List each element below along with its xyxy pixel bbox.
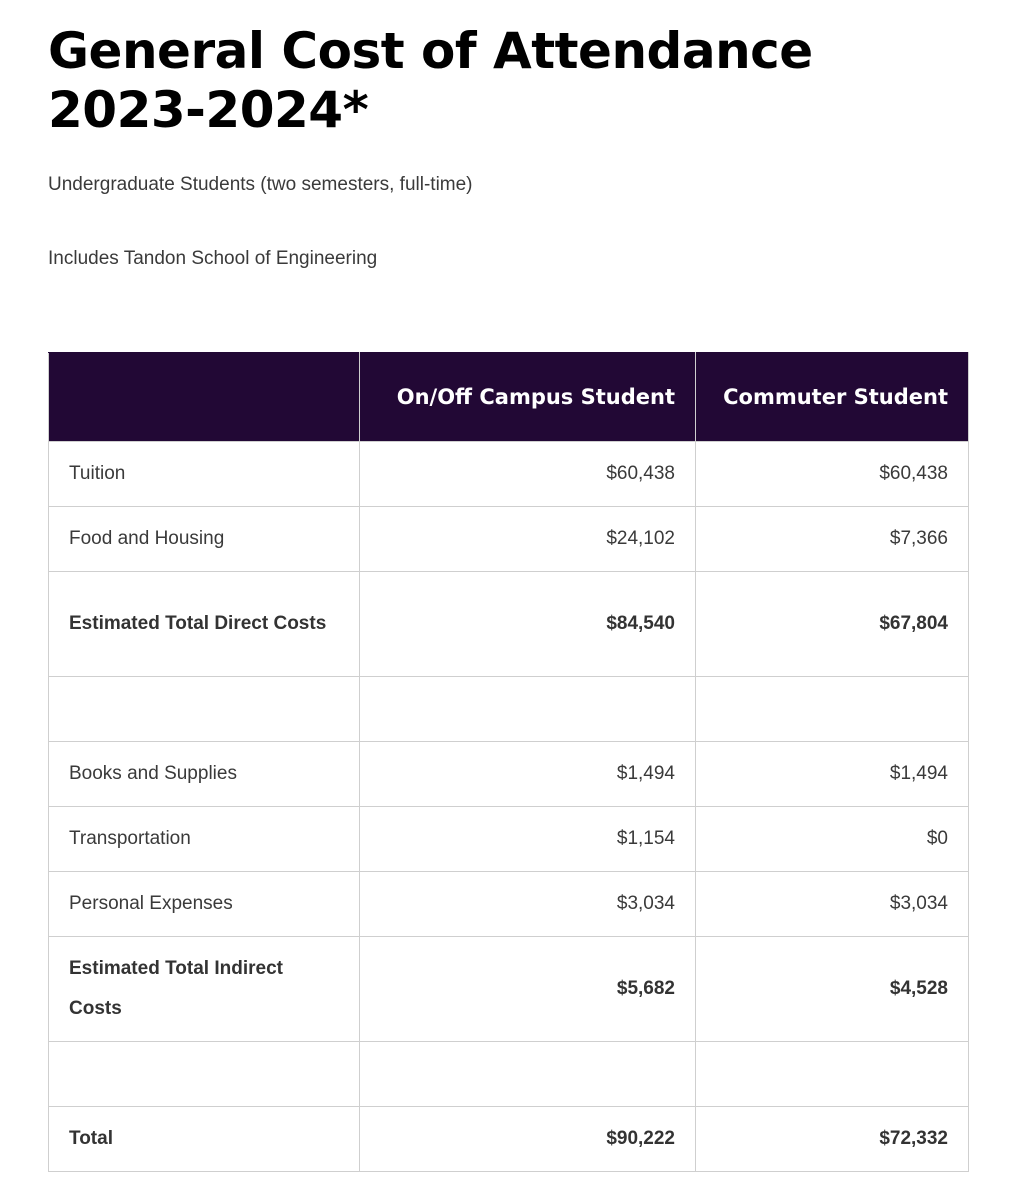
row-label: Books and Supplies	[49, 742, 360, 807]
spacer-row	[49, 677, 969, 742]
table-header	[49, 353, 969, 442]
page-subtitle: Undergraduate Students (two semesters, full-time)	[48, 174, 473, 195]
header-commuter-student: Commuter Student	[696, 353, 969, 442]
row-tuition	[49, 442, 969, 507]
row-label: Transportation	[49, 807, 360, 872]
row-label: Total	[49, 1107, 360, 1172]
row-total-direct-costs	[49, 572, 969, 677]
row-label: Estimated Total Indirect Costs	[49, 937, 360, 1042]
table-body	[49, 442, 969, 1172]
campus-value: $3,034	[360, 872, 696, 937]
row-personal-expenses	[49, 872, 969, 937]
commuter-value: $7,366	[696, 507, 969, 572]
commuter-value: $67,804	[696, 572, 969, 677]
row-label: Estimated Total Direct Costs	[49, 572, 360, 677]
row-label: Food and Housing	[49, 507, 360, 572]
cost-of-attendance-section	[48, 0, 968, 1149]
table-header-row	[49, 353, 969, 442]
campus-value: $84,540	[360, 572, 696, 677]
empty-cell	[360, 677, 696, 742]
commuter-value: $60,438	[696, 442, 969, 507]
row-total-indirect-costs	[49, 937, 969, 1042]
campus-value: $90,222	[360, 1107, 696, 1172]
header-campus-student: On/Off Campus Student	[360, 353, 696, 442]
spacer-row	[49, 1042, 969, 1107]
page-note: Includes Tandon School of Engineering	[48, 248, 378, 269]
page-title: General Cost of Attendance 2023-2024*	[48, 22, 813, 139]
commuter-value: $4,528	[696, 937, 969, 1042]
campus-value: $1,494	[360, 742, 696, 807]
empty-cell	[696, 677, 969, 742]
campus-value: $60,438	[360, 442, 696, 507]
commuter-value: $72,332	[696, 1107, 969, 1172]
commuter-value: $1,494	[696, 742, 969, 807]
row-books-supplies	[49, 742, 969, 807]
campus-value: $5,682	[360, 937, 696, 1042]
cost-table	[48, 352, 969, 1172]
row-grand-total	[49, 1107, 969, 1172]
commuter-value: $3,034	[696, 872, 969, 937]
commuter-value: $0	[696, 807, 969, 872]
empty-cell	[49, 677, 360, 742]
empty-cell	[360, 1042, 696, 1107]
campus-value: $24,102	[360, 507, 696, 572]
empty-cell	[49, 1042, 360, 1107]
campus-value: $1,154	[360, 807, 696, 872]
row-food-housing	[49, 507, 969, 572]
empty-cell	[696, 1042, 969, 1107]
header-blank	[49, 353, 360, 442]
row-label: Tuition	[49, 442, 360, 507]
row-label: Personal Expenses	[49, 872, 360, 937]
row-transportation	[49, 807, 969, 872]
